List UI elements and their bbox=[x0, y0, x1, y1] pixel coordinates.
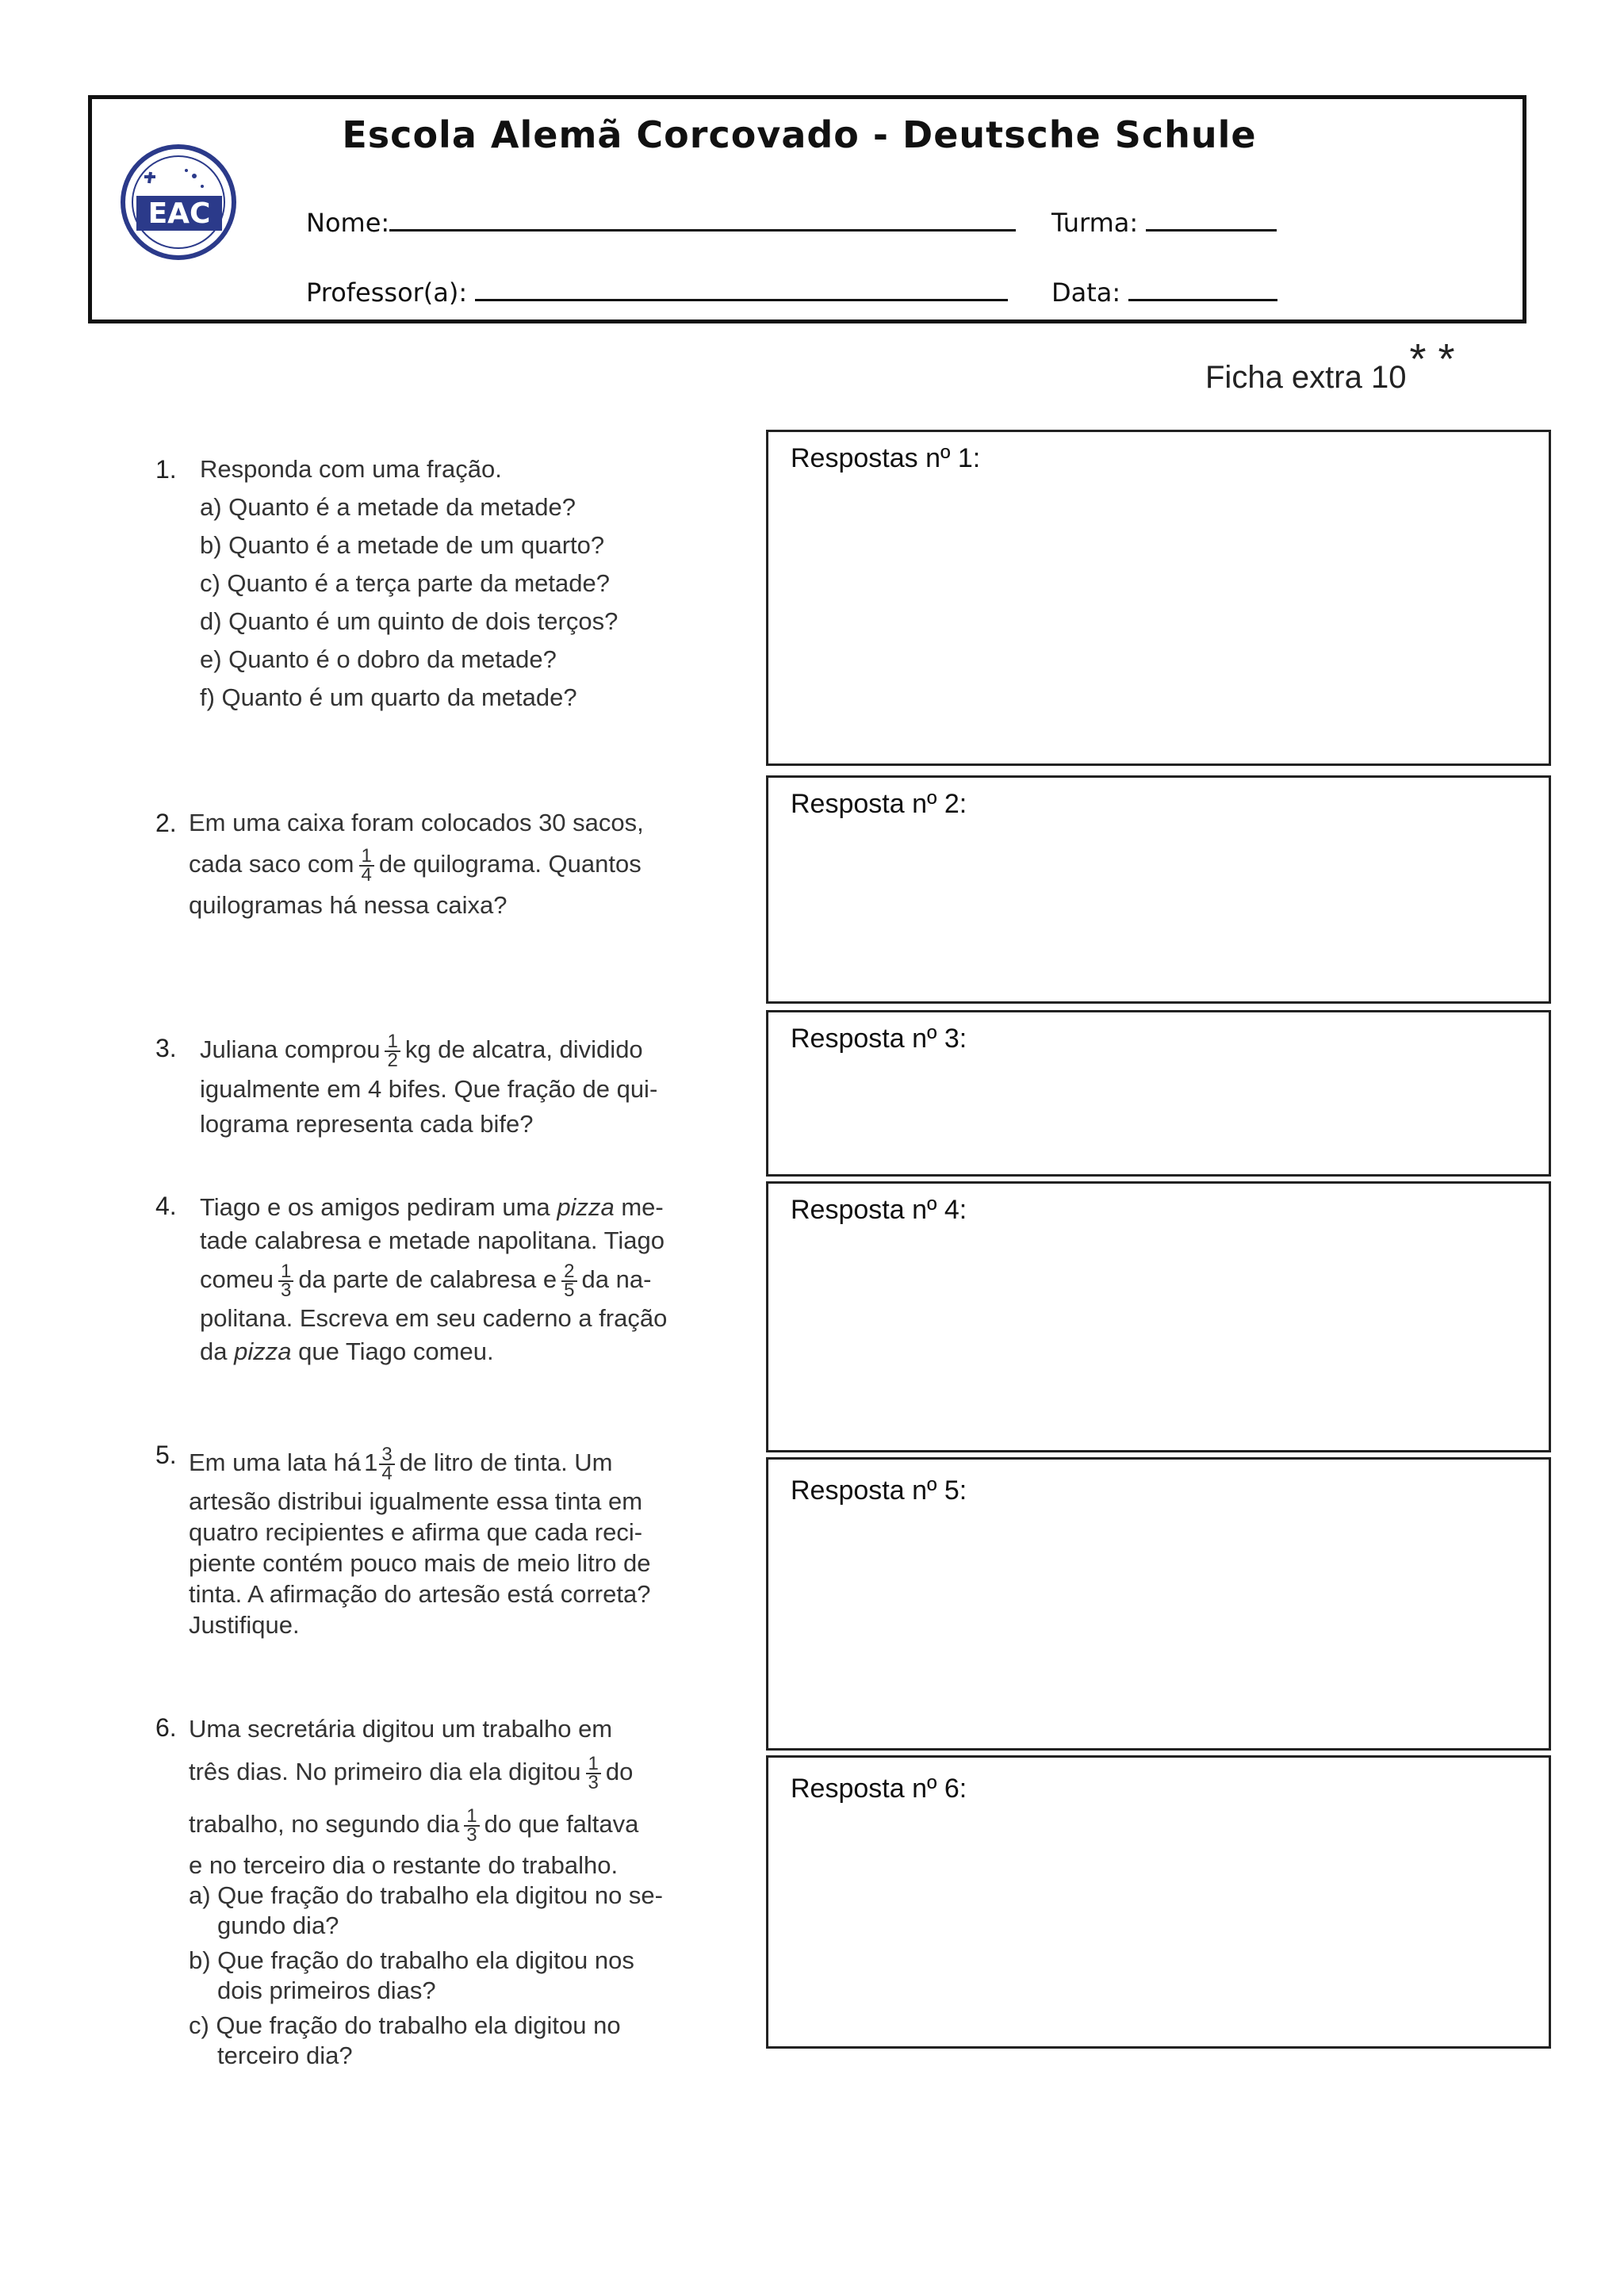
fraction: $\frac{1}{2}$ bbox=[385, 1033, 400, 1070]
question-text: politana. Escreva em seu caderno a fração bbox=[200, 1304, 668, 1332]
question-number: 3. bbox=[155, 1034, 177, 1062]
question-item: d) Quanto é um quinto de dois terços? bbox=[200, 607, 619, 635]
answer-box-label: Resposta nº 5: bbox=[791, 1475, 967, 1506]
question-item: e) Quanto é o dobro da metade? bbox=[200, 645, 557, 673]
teacher-line[interactable] bbox=[475, 275, 1008, 301]
fraction: $\frac{3}{4}$ bbox=[379, 1446, 394, 1483]
answer-box-1[interactable] bbox=[766, 430, 1551, 766]
question-text: piente contém pouco mais de meio litro de bbox=[189, 1549, 651, 1577]
name-label: Nome: bbox=[306, 208, 390, 238]
header-box bbox=[88, 95, 1526, 323]
question-item: c) Quanto é a terça parte da metade? bbox=[200, 569, 610, 597]
question-item: b) Quanto é a metade de um quarto? bbox=[200, 531, 605, 559]
question-2 bbox=[155, 802, 644, 926]
question-number: 5. bbox=[155, 1441, 177, 1469]
question-item: b) Que fração do trabalho ela digitou nos bbox=[189, 1946, 634, 1974]
question-text: artesão distribui igualmente essa tinta em bbox=[189, 1487, 643, 1515]
sheet-tag-label: Ficha extra 10 bbox=[1205, 360, 1407, 395]
fraction: $\frac{1}{3}$ bbox=[586, 1755, 601, 1792]
fraction: $\frac{1}{3}$ bbox=[278, 1263, 293, 1299]
teacher-label: Professor(a): bbox=[306, 277, 468, 308]
class-label: Turma: bbox=[1051, 208, 1139, 238]
school-name: Escola Alemã Corcovado - Deutsche Schule bbox=[342, 113, 1257, 156]
question-item: gundo dia? bbox=[217, 1911, 339, 1939]
question-6 bbox=[155, 1712, 663, 2071]
date-label: Data: bbox=[1051, 277, 1121, 308]
school-logo bbox=[119, 140, 238, 267]
question-text: Juliana comprou $\frac{1}{2}$ kg de alcatra, dividido bbox=[200, 1030, 643, 1071]
question-5 bbox=[155, 1440, 651, 1640]
question-text: trabalho, no segundo dia $\frac{1}{3}$ do que faltava bbox=[189, 1804, 639, 1846]
question-item: a) Que fração do trabalho ela digitou no se- bbox=[189, 1881, 663, 1909]
answer-box-4[interactable] bbox=[766, 1181, 1551, 1452]
logo-text: EAC bbox=[147, 197, 211, 230]
question-3 bbox=[155, 1027, 658, 1142]
question-number: 6. bbox=[155, 1713, 177, 1742]
question-item: a) Quanto é a metade da metade? bbox=[200, 493, 576, 521]
question-text: lograma representa cada bife? bbox=[200, 1110, 534, 1138]
question-4 bbox=[155, 1191, 668, 1368]
date-line[interactable] bbox=[1128, 275, 1277, 301]
question-number: 4. bbox=[155, 1192, 177, 1220]
question-text: três dias. No primeiro dia ela digitou $\frac{1}{3}$ do bbox=[189, 1752, 634, 1793]
question-text: Responda com uma fração. bbox=[200, 455, 502, 483]
question-text: Em uma lata há 1 $\frac{3}{4}$ de litro de tinta. Um bbox=[189, 1443, 613, 1484]
question-item: f) Quanto é um quarto da metade? bbox=[200, 683, 577, 711]
answer-box-label: Resposta nº 6: bbox=[791, 1774, 967, 1804]
question-text: e no terceiro dia o restante do trabalho. bbox=[189, 1851, 619, 1879]
answer-box-label: Resposta nº 2: bbox=[791, 789, 967, 819]
teacher-field bbox=[306, 275, 1008, 308]
answer-box-label: Respostas nº 1: bbox=[791, 443, 981, 473]
class-line[interactable] bbox=[1146, 205, 1277, 232]
question-text: Tiago e os amigos pediram uma pizza me- bbox=[200, 1193, 664, 1221]
date-field bbox=[1051, 275, 1277, 308]
fraction: $\frac{1}{4}$ bbox=[359, 848, 374, 884]
question-number: 1. bbox=[155, 455, 177, 484]
question-text: Uma secretária digitou um trabalho em bbox=[189, 1715, 613, 1743]
fraction: $\frac{2}{5}$ bbox=[561, 1263, 576, 1299]
question-text: igualmente em 4 bifes. Que fração de qui- bbox=[200, 1075, 658, 1103]
question-text: cada saco com $\frac{1}{4}$ de quilograma. Quantos bbox=[189, 844, 642, 886]
answer-box-label: Resposta nº 4: bbox=[791, 1195, 967, 1225]
name-field bbox=[306, 205, 1016, 238]
question-text: tade calabresa e metade napolitana. Tiago bbox=[200, 1226, 665, 1254]
question-number: 2. bbox=[155, 809, 177, 837]
answer-box-2[interactable] bbox=[766, 775, 1551, 1004]
name-line[interactable] bbox=[389, 205, 1016, 232]
question-item: terceiro dia? bbox=[217, 2042, 353, 2069]
question-text: quilogramas há nessa caixa? bbox=[189, 891, 508, 919]
question-text: Em uma caixa foram colocados 30 sacos, bbox=[189, 809, 644, 836]
sheet-tag bbox=[1205, 335, 1455, 398]
answer-box-5[interactable] bbox=[766, 1457, 1551, 1751]
class-field bbox=[1051, 205, 1277, 238]
difficulty-stars: * * bbox=[1409, 335, 1455, 383]
answer-box-3[interactable] bbox=[766, 1010, 1551, 1177]
question-1 bbox=[155, 450, 619, 717]
question-text: quatro recipientes e afirma que cada reci- bbox=[189, 1518, 643, 1546]
question-text: Justifique. bbox=[189, 1611, 300, 1639]
question-text: comeu $\frac{1}{3}$ da parte de calabresa e $\frac{2}{5}$ da na- bbox=[200, 1260, 652, 1301]
fraction: $\frac{1}{3}$ bbox=[464, 1808, 479, 1844]
question-text: tinta. A afirmação do artesão está correta? bbox=[189, 1580, 651, 1608]
answer-box-label: Resposta nº 3: bbox=[791, 1024, 967, 1054]
question-item: c) Que fração do trabalho ela digitou no bbox=[189, 2011, 621, 2039]
question-item: dois primeiros dias? bbox=[217, 1976, 436, 2004]
answer-box-6[interactable] bbox=[766, 1755, 1551, 2049]
question-text: da pizza que Tiago comeu. bbox=[200, 1337, 494, 1365]
